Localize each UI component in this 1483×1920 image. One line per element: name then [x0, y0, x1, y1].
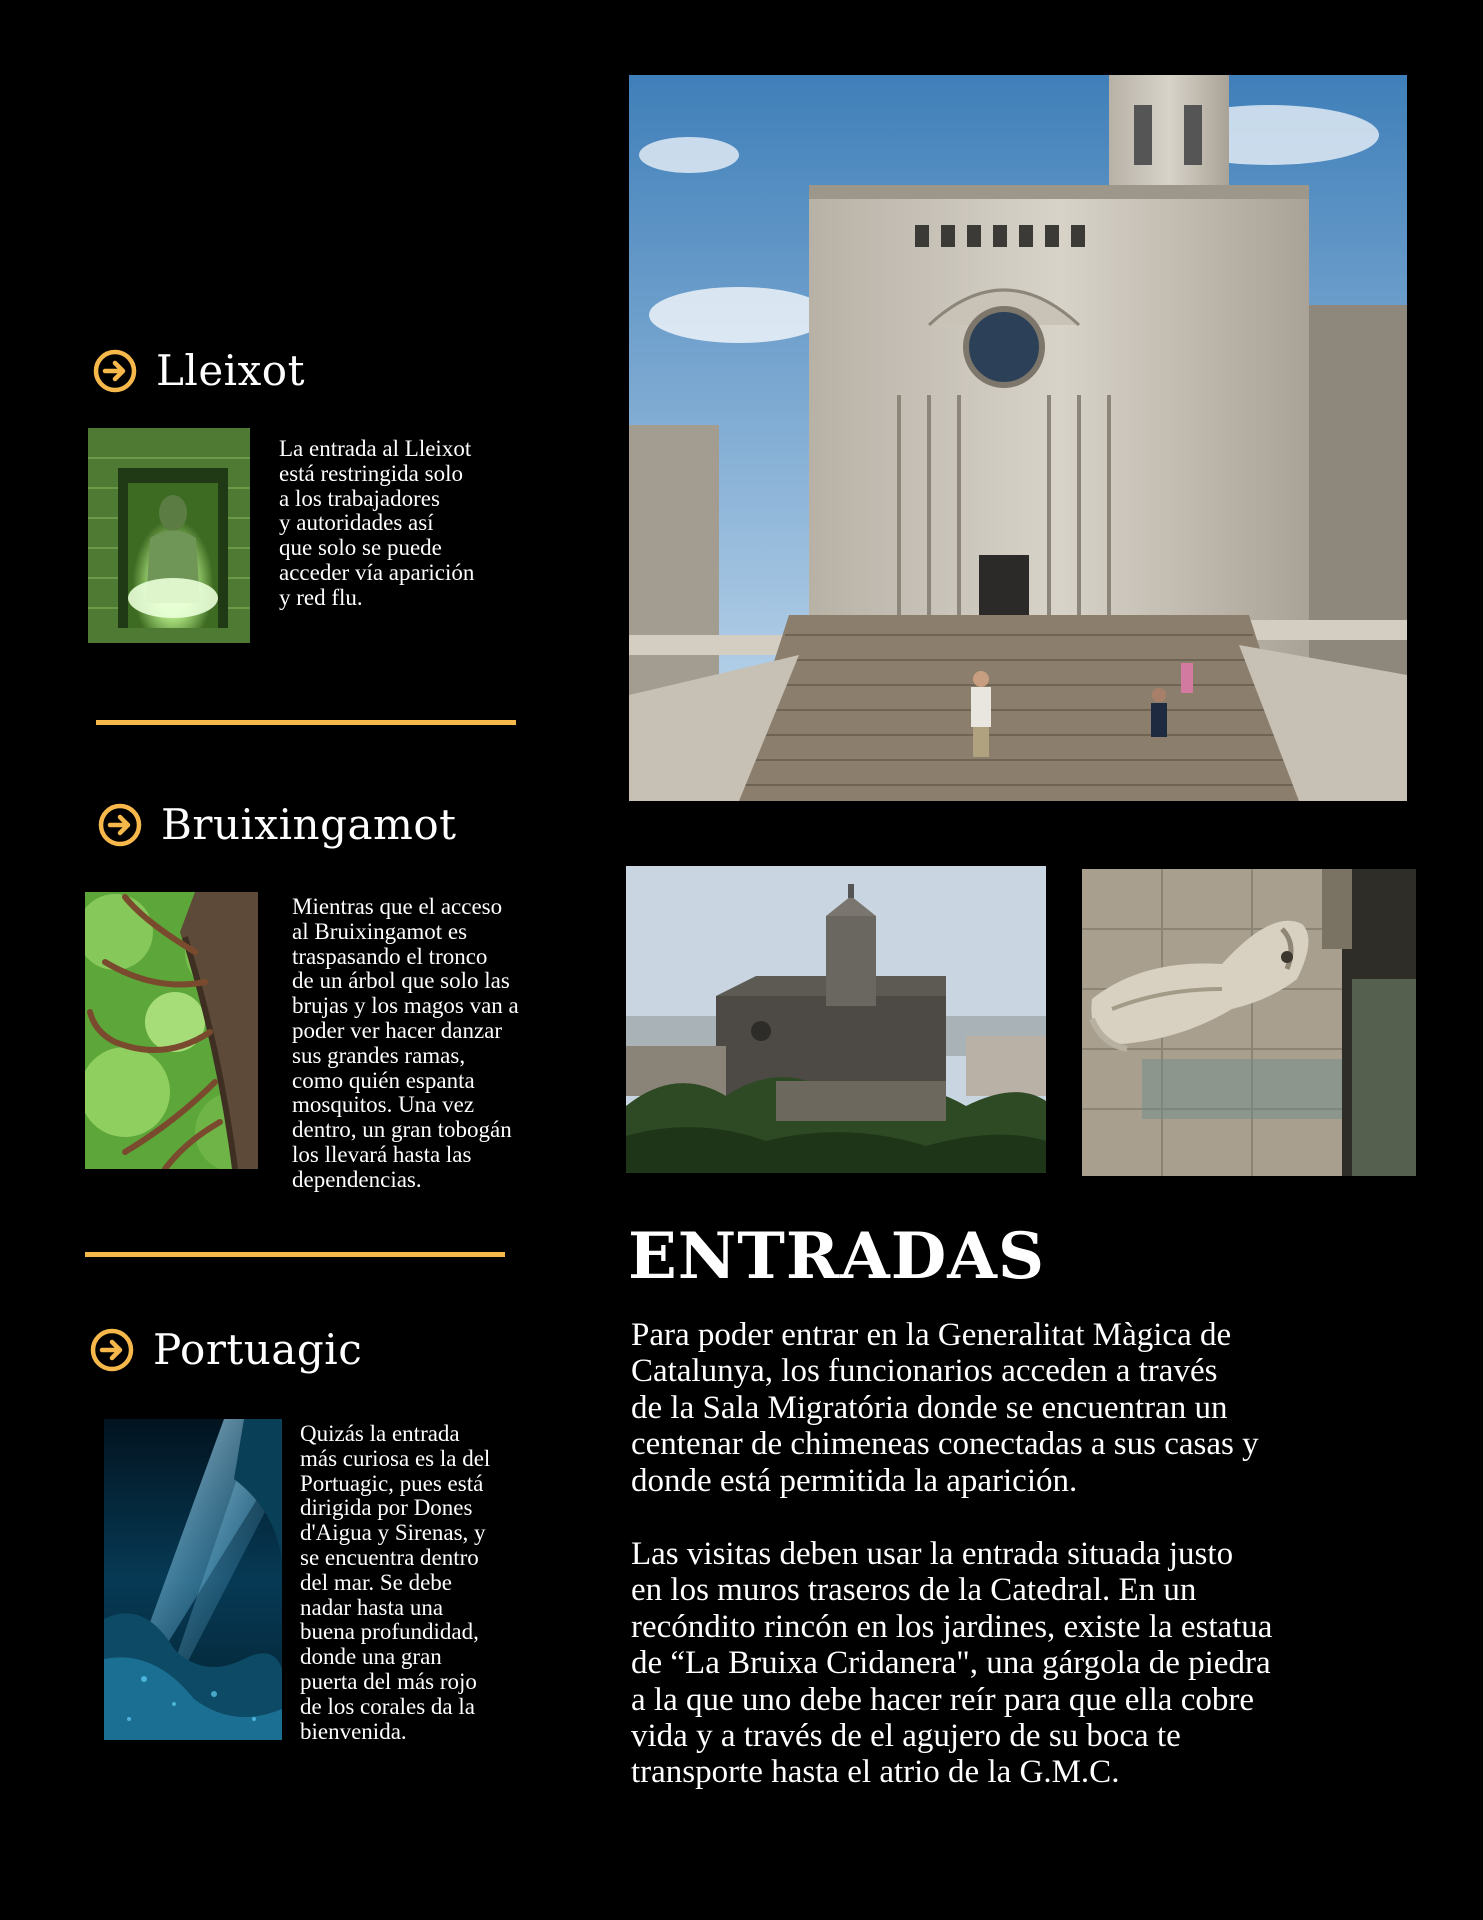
divider-2 — [85, 1252, 505, 1257]
bruixingamot-description: Mientras que el acceso al Bruixingamot es traspasando el tronco de un árbol que solo las brujas y los magos van a poder ver hacer danzar sus grandes ramas, como quién espanta mosquitos. Una vez dentro, un gran tobogán los llevará hasta las dependencias. — [292, 894, 519, 1192]
section-title-portuagic: Portuagic — [153, 1325, 363, 1374]
arrow-right-circle-icon — [89, 1327, 135, 1373]
section-portuagic-header — [89, 1325, 362, 1374]
bruixingamot-photo — [85, 892, 258, 1169]
main-paragraph-1: Para poder entrar en la Generalitat Màgica de Catalunya, los funcionarios acceden a través de la Sala Migratória donde se encuentran un centenar de chimeneas conectadas a sus casas y donde está permitida la aparición. — [631, 1317, 1259, 1499]
divider-1 — [96, 720, 516, 725]
cathedral-main-photo — [629, 75, 1407, 801]
lleixot-photo — [88, 428, 250, 643]
main-title: ENTRADAS — [628, 1219, 1046, 1294]
arrow-right-circle-icon — [97, 802, 143, 848]
section-lleixot-header — [92, 346, 305, 395]
arrow-right-circle-icon — [92, 348, 138, 394]
cathedral-distant-photo — [626, 866, 1046, 1173]
portuagic-photo — [104, 1419, 282, 1740]
section-title-lleixot: Lleixot — [156, 346, 305, 395]
section-bruixingamot-header — [97, 800, 457, 849]
portuagic-description: Quizás la entrada más curiosa es la del Portuagic, pues está dirigida por Dones d'Aigua y Sirenas, y se encuentra dentro del mar. Se debe nadar hasta una buena profundidad, donde una gran puerta del más rojo de los corales da la bienvenida. — [300, 1421, 491, 1744]
lleixot-description: La entrada al Lleixot está restringida solo a los trabajadores y autoridades así que solo se puede acceder vía aparición y red flu. — [279, 436, 475, 610]
main-paragraph-2: Las visitas deben usar la entrada situada justo en los muros traseros de la Catedral. En un recóndito rincón en los jardines, existe la estatua de “La Bruixa Cridanera", una gárgola de piedra a la que uno debe hacer reír para que ella cobre vida y a través de el agujero de su boca te transporte hasta el atrio de la G.M.C. — [631, 1536, 1273, 1791]
section-title-bruixingamot: Bruixingamot — [161, 800, 457, 849]
gargoyle-photo — [1082, 869, 1416, 1176]
